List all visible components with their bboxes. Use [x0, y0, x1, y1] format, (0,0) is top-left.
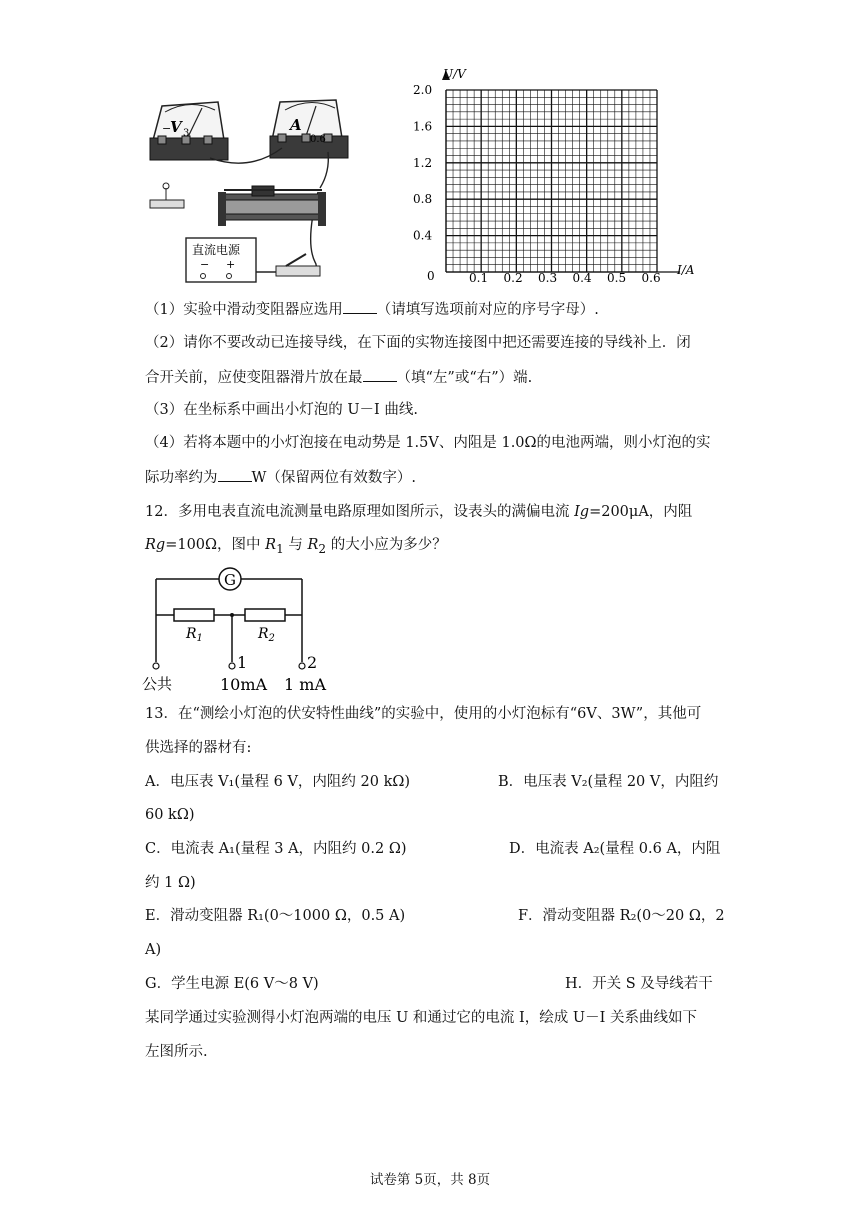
q12-ig: Ig — [574, 504, 590, 520]
q12-line1 — [145, 502, 692, 522]
q13-text-3: 某同学通过实验测得小灯泡两端的电压 U 和通过它的电流 I，绘成 U－I 关系曲线如下 — [145, 1010, 697, 1026]
power-supply — [186, 238, 256, 282]
q12-text-4: 与 — [283, 537, 308, 553]
option-f — [518, 906, 725, 926]
option-g-text: G．学生电源 E(6 V～8 V) — [145, 976, 319, 992]
option-d-text-2: 约 1 Ω) — [145, 875, 196, 891]
y-tick-label: 1.6 — [413, 119, 433, 134]
option-g — [145, 974, 319, 994]
q12-text-3: =100Ω，图中 — [165, 537, 266, 553]
terminal-1-label: 1 — [237, 653, 248, 672]
option-c — [145, 839, 407, 859]
q11-part1-text: （1）实验中滑动变阻器应选用 — [145, 302, 343, 318]
q11-part3-text: （3）在坐标系中画出小灯泡的 U－I 曲线. — [145, 402, 418, 418]
y-axis-label: U/V — [443, 67, 466, 81]
q13-last2 — [145, 1042, 208, 1062]
q12-line2 — [145, 535, 447, 559]
origin-label: 0 — [427, 269, 435, 283]
resistor-r2 — [245, 609, 285, 621]
q11-part4 — [145, 433, 711, 453]
option-f-cont — [145, 940, 161, 960]
ammeter — [270, 100, 348, 158]
voltmeter — [150, 102, 228, 160]
x-tick-label: 0.6 — [641, 271, 661, 285]
option-a-text: A．电压表 V₁(量程 6 V，内阻约 20 kΩ) — [145, 774, 411, 790]
voltmeter-minus: − — [162, 122, 172, 135]
q12-text-2: =200μA，内阻 — [589, 504, 693, 520]
ammeter-range: 0.6 — [310, 134, 326, 145]
x-tick-label: 0.1 — [469, 271, 489, 285]
rheostat — [218, 186, 326, 226]
option-c-text: C．电流表 A₁(量程 3 A，内阻约 0.2 Ω) — [145, 841, 407, 857]
q12-r1: R — [265, 537, 277, 553]
common-terminal-label: 公共 — [142, 675, 173, 693]
r1-label: $R_1$ — [186, 626, 203, 644]
x-tick-label: 0.4 — [572, 271, 592, 285]
option-f-text: F．滑动变阻器 R₂(0～20 Ω，2 — [518, 908, 725, 924]
option-b-text-2: 60 kΩ) — [145, 807, 195, 823]
lamp — [150, 183, 184, 208]
option-f-text-2: A) — [145, 942, 162, 958]
q13-text: 13．在“测绘小灯泡的伏安特性曲线”的实验中，使用的小灯泡标有“6V、3W”，其他可 — [145, 706, 702, 722]
option-d-cont — [145, 873, 196, 893]
option-d-text: D．电流表 A₂(量程 0.6 A，内阻 — [509, 841, 721, 857]
q11-part2-text-2: 合开关前，应使变阻器滑片放在最 — [145, 370, 363, 386]
ammeter-circuit-diagram — [140, 562, 350, 694]
option-a — [145, 772, 410, 792]
q11-part2-cont — [145, 366, 532, 388]
power-minus: − — [200, 258, 210, 271]
answer-blank[interactable] — [363, 366, 397, 382]
q13-text-2: 供选择的器材有: — [145, 740, 252, 756]
ammeter-label: A — [290, 116, 302, 134]
option-d — [509, 839, 720, 859]
option-e-text: E．滑动变阻器 R₁(0～1000 Ω，0.5 A) — [145, 908, 406, 924]
x-tick-label: 0.5 — [607, 271, 627, 285]
x-tick-label: 0.3 — [538, 271, 558, 285]
q12-r2-sub: 2 — [318, 541, 327, 556]
y-tick-label: 0.8 — [413, 192, 433, 207]
voltmeter-label: V — [170, 118, 182, 136]
x-axis-label: I/A — [677, 263, 695, 277]
q12-text: 12．多用电表直流电流测量电路原理如图所示，设表头的满偏电流 — [145, 504, 575, 520]
q13-last1 — [145, 1008, 697, 1028]
r2-label: $R_2$ — [258, 626, 275, 644]
option-h — [565, 974, 713, 994]
option-b-cont — [145, 805, 195, 825]
q12-rg: Rg — [145, 537, 166, 553]
power-supply-label: 直流电源 — [192, 243, 241, 257]
q13-text-4: 左图所示. — [145, 1044, 208, 1060]
q12-r1-sub: 1 — [276, 541, 284, 556]
option-h-text: H．开关 S 及导线若干 — [565, 976, 713, 992]
galvanometer-label: G — [224, 571, 236, 589]
q11-part1-text-2: （请填写选项前对应的序号字母）. — [376, 302, 599, 318]
y-tick-label: 2.0 — [413, 83, 433, 97]
option-b-text: B．电压表 V₂(量程 20 V，内阻约 — [498, 774, 719, 790]
q12-r2: R — [307, 537, 319, 553]
q11-part2-text-3: （填“左”或“右”）端. — [396, 370, 533, 386]
q11-part2-text: （2）请你不要改动已连接导线，在下面的实物连接图中把还需要连接的导线补上．闭 — [145, 335, 691, 351]
q11-part4-text-2: 际功率约为 — [145, 470, 218, 486]
range-10ma-label: 10mA — [220, 675, 268, 694]
q12-text-5: 的大小应为多少？ — [326, 537, 447, 553]
answer-blank[interactable] — [343, 298, 377, 314]
q13-line2 — [145, 738, 251, 758]
q11-part1 — [145, 298, 599, 320]
apparatus-figure — [140, 92, 390, 287]
q13-line1 — [145, 704, 701, 724]
option-e — [145, 906, 405, 926]
voltmeter-sub: 3 — [183, 128, 190, 139]
y-tick-label: 1.2 — [413, 155, 433, 170]
x-tick-label: 0.2 — [503, 271, 523, 285]
q11-part4-cont — [145, 466, 416, 488]
q11-part4-text: （4）若将本题中的小灯泡接在电动势是 1.5V、内阻是 1.0Ω的电池两端，则小灯泡的实 — [145, 435, 711, 451]
answer-blank[interactable] — [218, 466, 252, 482]
q11-part3 — [145, 400, 418, 420]
page-footer: 试卷第 5页，共 8页 — [369, 1172, 491, 1188]
terminal-2-label: 2 — [307, 653, 318, 672]
graph-paper — [405, 62, 705, 292]
y-tick-label: 0.4 — [413, 228, 433, 243]
power-plus: + — [226, 258, 236, 271]
range-1ma-label: 1 mA — [284, 675, 326, 694]
q11-part2 — [145, 333, 691, 353]
option-b — [498, 772, 718, 792]
resistor-r1 — [174, 609, 214, 621]
q11-part4-text-3: W（保留两位有效数字）. — [251, 470, 417, 486]
